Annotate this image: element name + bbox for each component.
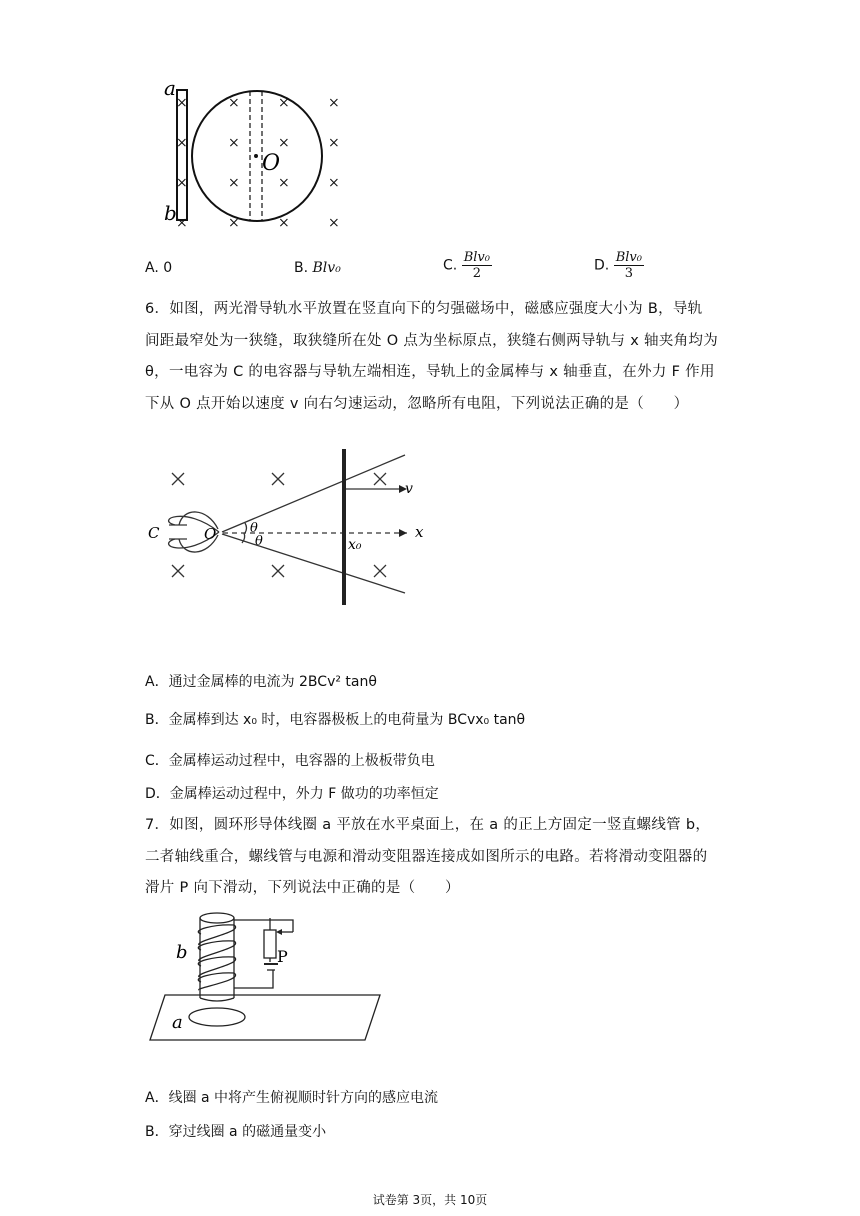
q7-option-a: A．线圈 a 中将产生俯视顺时针方向的感应电流 (145, 1090, 439, 1106)
svg-text:×: × (176, 95, 188, 111)
q6-option-c: C．金属棒运动过程中，电容器的上极板带负电 (145, 753, 435, 769)
svg-text:×: × (228, 95, 240, 111)
q7-line-3: 滑片 P 向下滑动，下列说法中正确的是（ ） (145, 880, 460, 896)
label-P: P (277, 947, 288, 966)
svg-text:×: × (278, 175, 290, 191)
svg-text:×: × (176, 135, 188, 151)
svg-text:×: × (328, 175, 340, 191)
label-a: a (172, 1012, 183, 1033)
q6-line-3: θ，一电容为 C 的电容器与导轨左端相连，导轨上的金属棒与 x 轴垂直，在外力 F 作用 (145, 364, 715, 380)
svg-text:×: × (228, 215, 240, 230)
label-C: C (148, 524, 160, 542)
q6-stem (145, 294, 725, 420)
q7-option-b: B．穿过线圈 a 的磁通量变小 (145, 1124, 327, 1140)
svg-text:×: × (176, 175, 188, 191)
label-O: O (262, 151, 281, 176)
q6-line-2: 间距最窄处为一狭缝，取狭缝所在处 O 点为坐标原点，狭缝右侧两导轨与 x 轴夹角均为 (145, 332, 719, 349)
q6-option-d: D．金属棒运动过程中，外力 F 做功的功率恒定 (145, 786, 439, 802)
q6-figure (145, 445, 445, 615)
q5-option-d: D. $\frac{\text{Blv₀}}{3}$ (594, 250, 642, 281)
label-v: v (405, 481, 413, 497)
q6-line-1: 6．如图，两光滑导轨水平放置在竖直向下的匀强磁场中，磁感应强度大小为 B，导轨 (145, 301, 703, 317)
q7-line-2: 二者轴线重合，螺线管与电源和滑动变阻器连接成如图所示的电路。若将滑动变阻器的 (145, 848, 708, 865)
label-O: O (204, 525, 217, 543)
label-b: b (164, 201, 177, 225)
svg-text:×: × (328, 135, 340, 151)
svg-text:×: × (278, 215, 290, 230)
page-footer: 试卷第 3页，共 10页 (372, 1193, 488, 1207)
q5-figure (160, 80, 360, 230)
q6-option-a: A．通过金属棒的电流为 2BCv² tanθ (145, 674, 377, 690)
svg-text:×: × (176, 215, 188, 230)
q5-option-a: A. 0 (145, 260, 173, 276)
label-b: b (176, 942, 188, 963)
q5-option-c: C. $\frac{\text{Blv₀}}{2}$ (443, 250, 490, 281)
label-theta-lower: θ (255, 534, 263, 549)
svg-text:×: × (328, 215, 340, 230)
q6-line-4: 下从 O 点开始以速度 v 向右匀速运动，忽略所有电阻，下列说法正确的是（ ） (145, 395, 689, 412)
svg-text:×: × (328, 95, 340, 111)
label-theta-upper: θ (250, 521, 258, 536)
q6-option-b: B．金属棒到达 x₀ 时，电容器极板上的电荷量为 BCvx₀ tanθ (145, 712, 526, 728)
label-x0: x₀ (348, 537, 362, 553)
fraction-d: $\frac{\text{Blv₀}}{3}$ (615, 250, 642, 281)
svg-text:×: × (228, 135, 240, 151)
label-a: a (164, 80, 176, 100)
svg-text:×: × (278, 135, 290, 151)
q7-line-1: 7．如图，圆环形导体线圈 a 平放在水平桌面上，在 a 的正上方固定一竖直螺线管 b， (145, 817, 711, 833)
q5-option-b: B. Blv₀ (294, 260, 341, 276)
svg-text:×: × (228, 175, 240, 191)
label-x: x (415, 523, 424, 541)
field-cross-marks (176, 95, 340, 230)
q7-figure (145, 910, 395, 1045)
q7-stem (145, 810, 725, 905)
fraction-c: $\frac{\text{Blv₀}}{2}$ (463, 250, 490, 281)
svg-text:×: × (278, 95, 290, 111)
